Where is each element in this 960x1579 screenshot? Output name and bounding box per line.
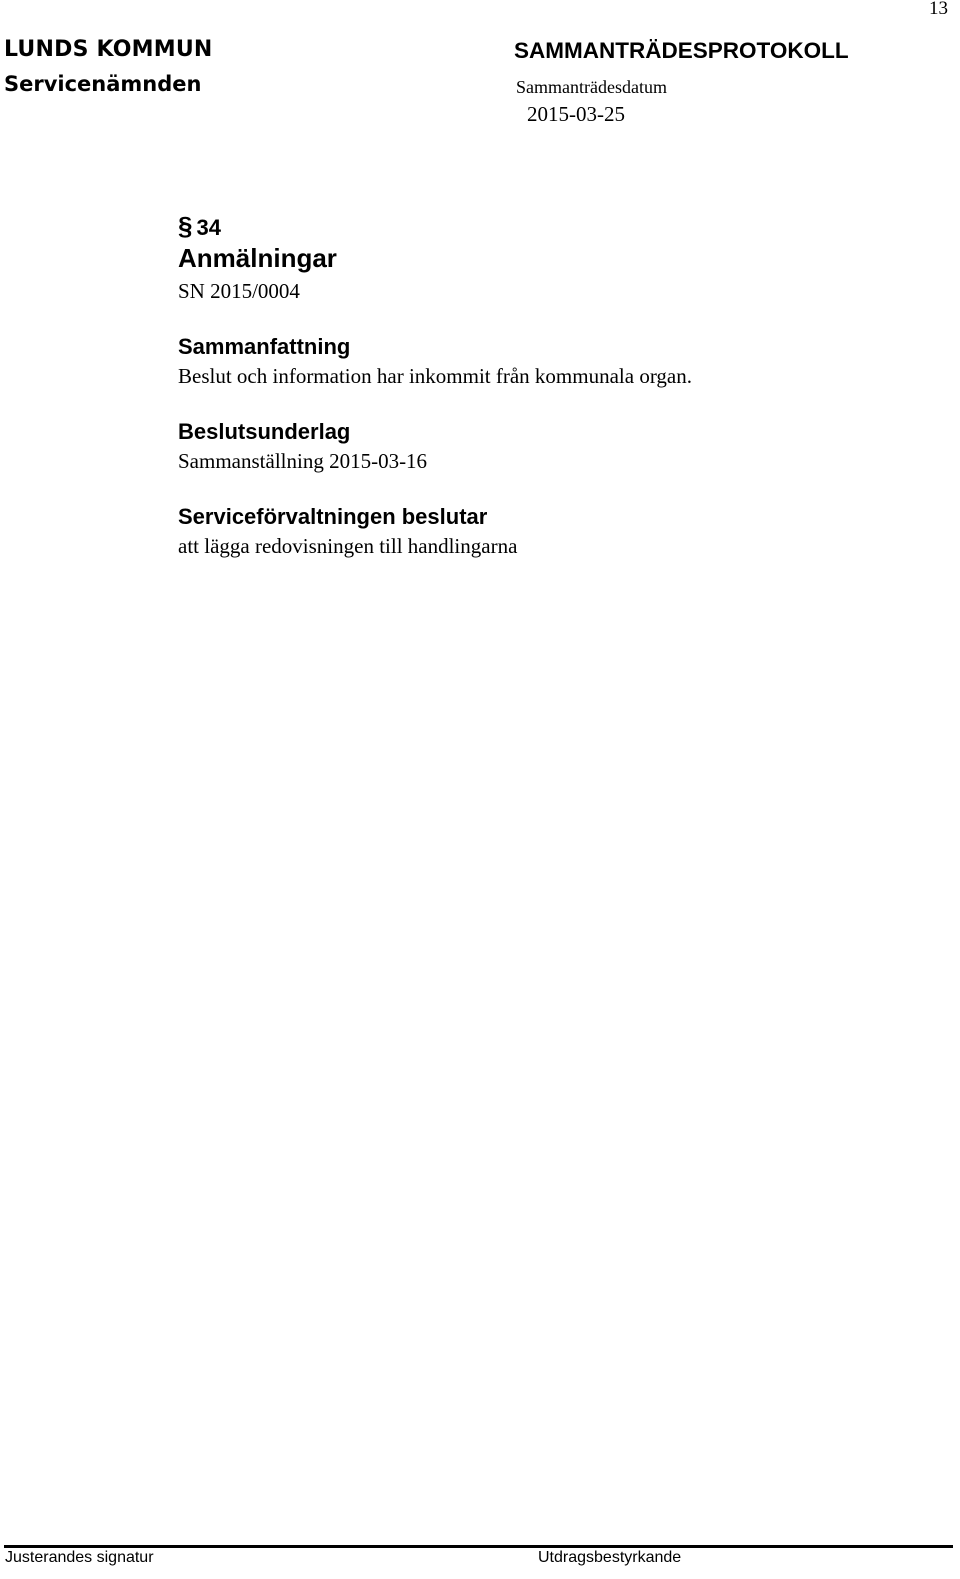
- section-title: Anmälningar: [178, 243, 337, 273]
- case-number: SN 2015/0004: [178, 279, 300, 303]
- decision-basis-heading: Beslutsunderlag: [178, 419, 351, 444]
- footer-divider: [4, 1545, 953, 1548]
- extract-certification-label: Utdragsbestyrkande: [538, 1549, 682, 1566]
- decision-basis-text: Sammanställning 2015-03-16: [178, 449, 428, 473]
- page-number: 13: [929, 0, 948, 19]
- decision-heading: Serviceförvaltningen beslutar: [178, 504, 488, 529]
- committee-name: Servicenämnden: [4, 72, 202, 96]
- meeting-date: 2015-03-25: [527, 102, 625, 126]
- summary-heading: Sammanfattning: [178, 334, 351, 359]
- meeting-date-label: Sammanträdesdatum: [516, 77, 667, 97]
- organization-name: LUNDS KOMMUN: [4, 37, 213, 62]
- decision-text: att lägga redovisningen till handlingarna: [178, 534, 518, 558]
- document-type-title: SAMMANTRÄDESPROTOKOLL: [514, 38, 849, 63]
- signature-label: Justerandes signatur: [5, 1549, 154, 1566]
- summary-text: Beslut och information har inkommit från kommunala organ.: [178, 364, 693, 388]
- section-heading-row: [178, 213, 221, 239]
- section-sign: §: [178, 211, 193, 241]
- section-number: 34: [196, 215, 221, 240]
